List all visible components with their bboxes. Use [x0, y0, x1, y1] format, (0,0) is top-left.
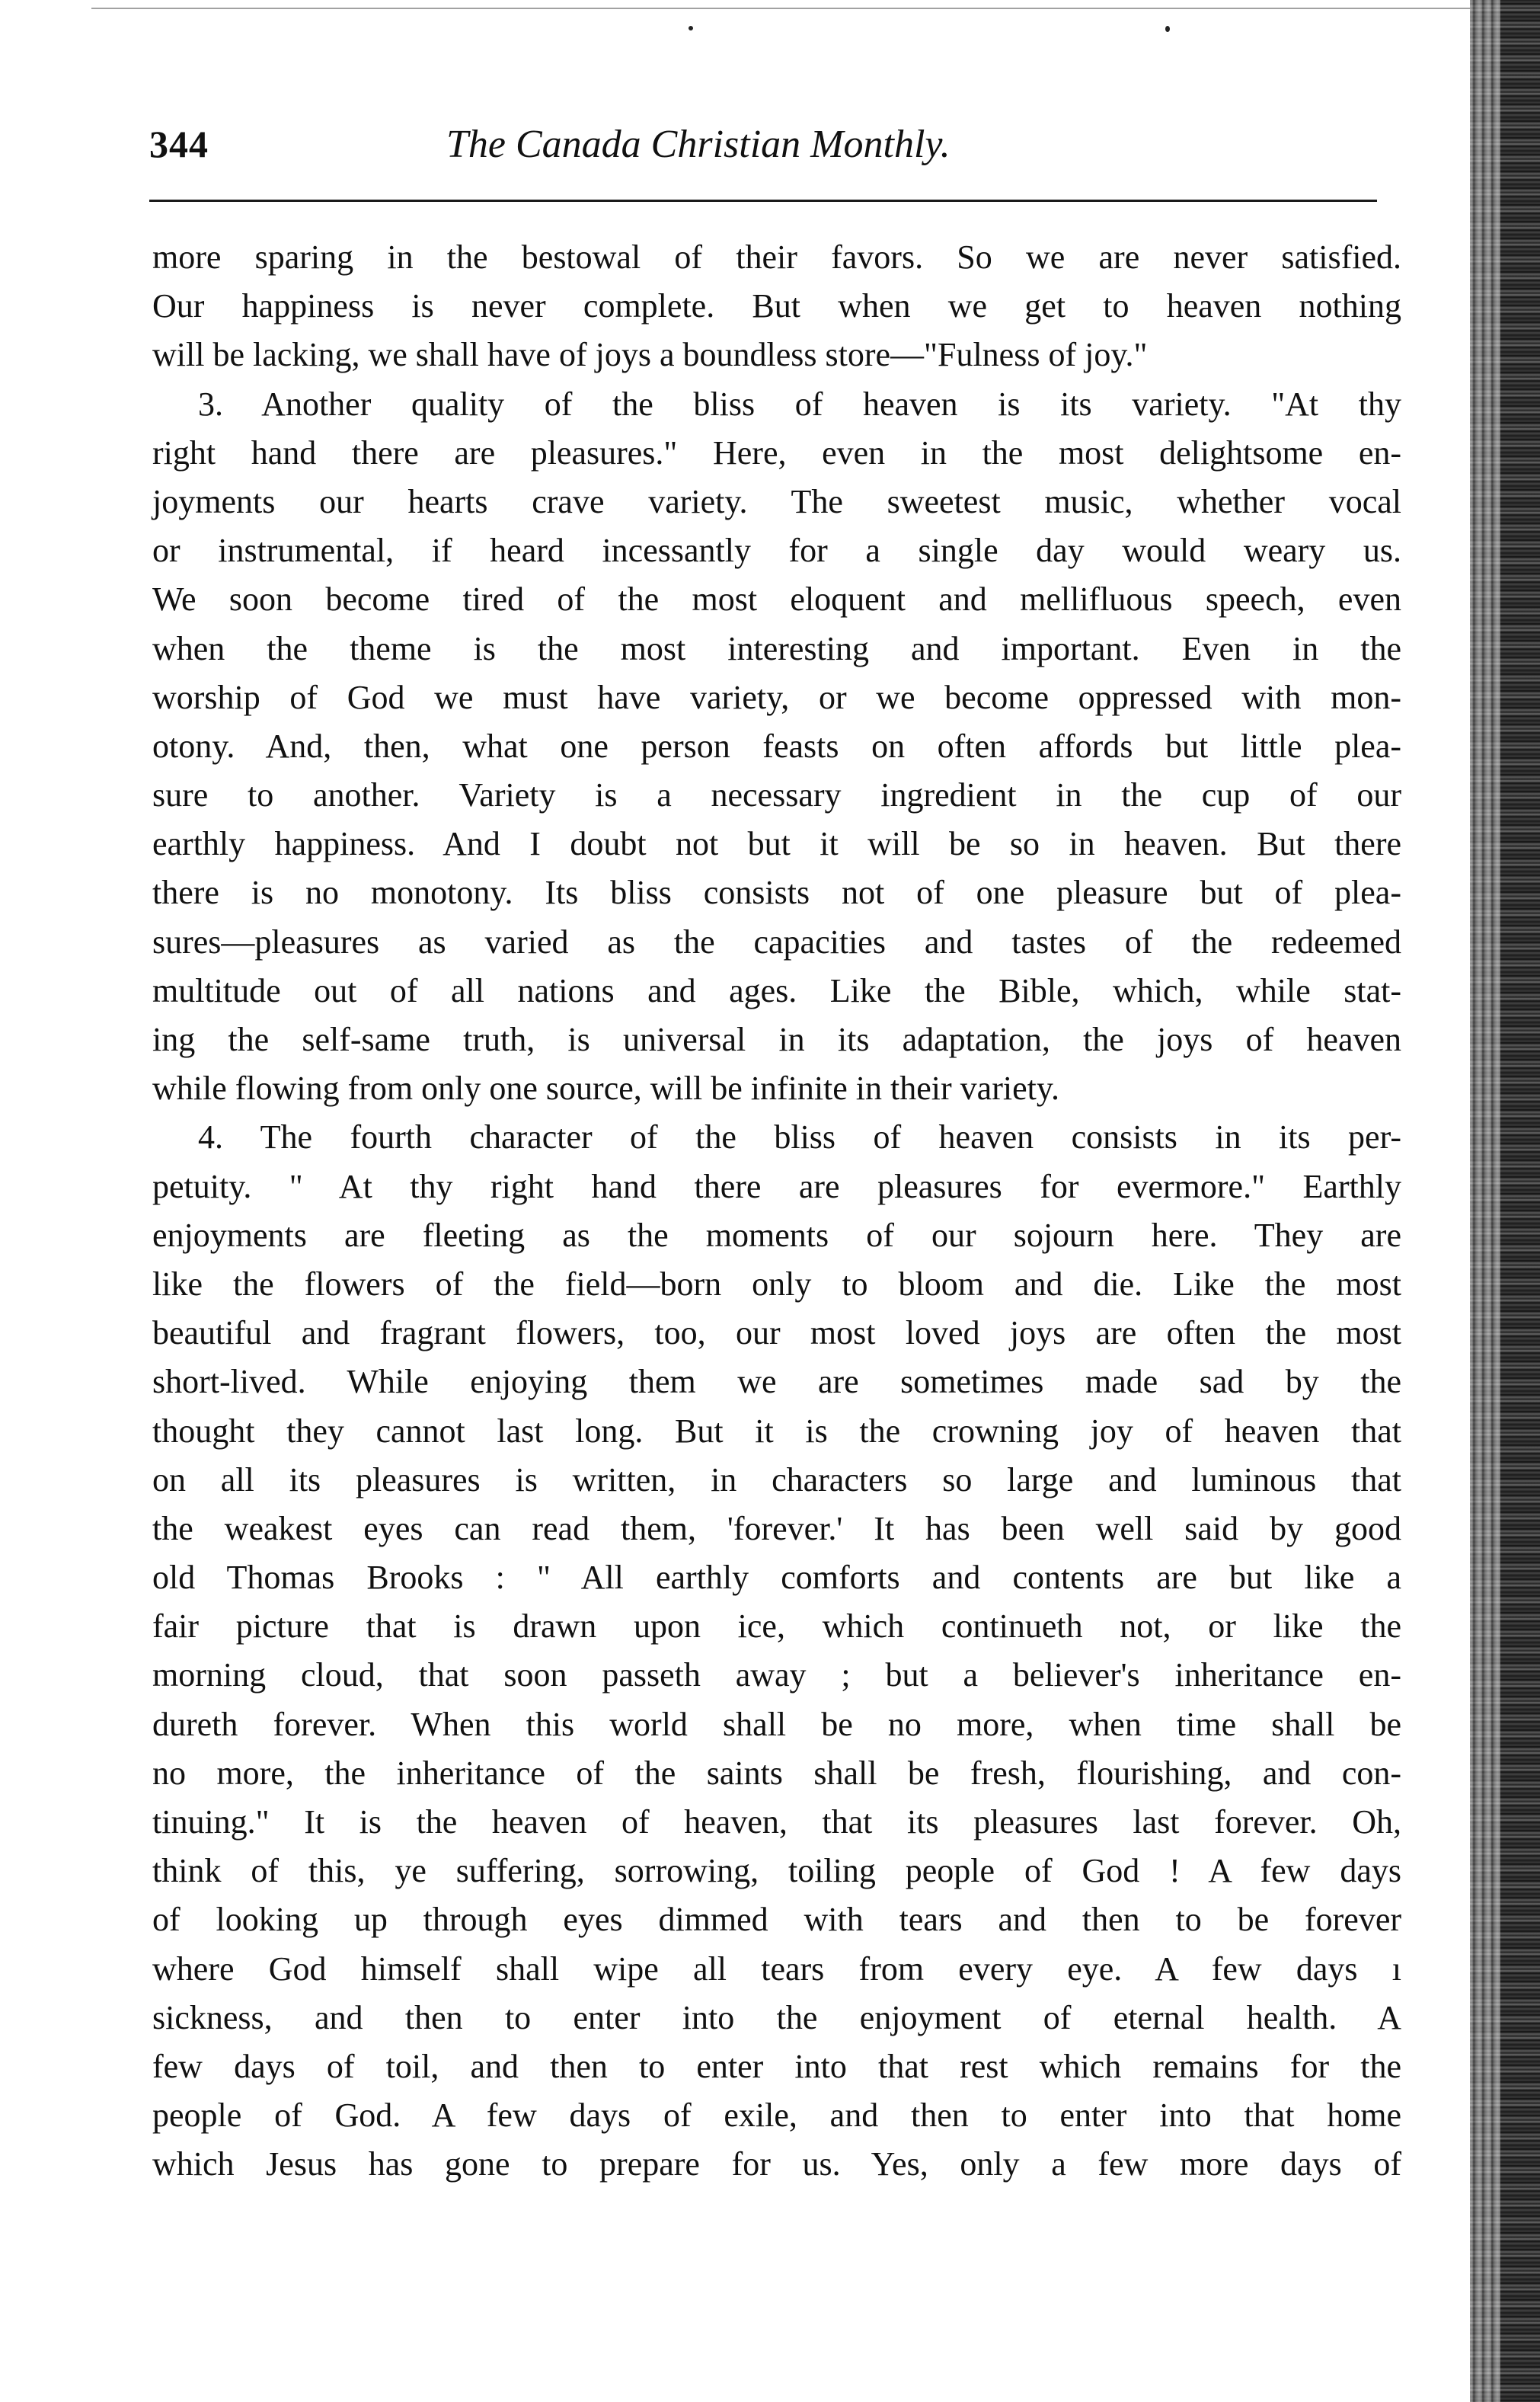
text-line: no more, the inheritance of the saints shall be fresh, flourishing, and con-	[152, 1754, 1401, 1792]
text-line: few days of toil, and then to enter into that rest which remains for the	[152, 2047, 1401, 2085]
text-line: like the flowers of the field—born only to bloom and die. Like the most	[152, 1265, 1401, 1303]
text-line: think of this, ye suffering, sorrowing, toiling people of God ! A few days	[152, 1852, 1401, 1890]
text-line: short-lived. While enjoying them we are sometimes made sad by the	[152, 1363, 1401, 1401]
text-line: sickness, and then to enter into the enjoyment of eternal health. A	[152, 1998, 1401, 2036]
text-line: tinuing." It is the heaven of heaven, that its pleasures last forever. Oh,	[152, 1803, 1401, 1841]
text-line: which Jesus has gone to prepare for us. Yes, only a few more days of	[152, 2145, 1401, 2183]
ink-speck	[1165, 26, 1170, 32]
page-header	[149, 114, 1383, 175]
ink-speck	[689, 26, 693, 30]
text-line: dureth forever. When this world shall be no more, when time shall be	[152, 1705, 1401, 1743]
text-line: 3. Another quality of the bliss of heaven is its variety. "At thy	[198, 385, 1401, 423]
text-line: there is no monotony. Its bliss consists not of one pleasure but of plea-	[152, 874, 1401, 912]
text-line: earthly happiness. And I doubt not but it will be so in heaven. But there	[152, 825, 1401, 863]
page-number: 344	[149, 123, 209, 165]
text-line: will be lacking, we shall have of joys a boundless store—"Fulness of joy."	[152, 336, 1148, 374]
text-line: where God himself shall wipe all tears from every eye. A few days ı	[152, 1949, 1401, 1988]
text-line: more sparing in the bestowal of their favors. So we are never satisfied.	[152, 238, 1401, 276]
header-rule	[149, 200, 1377, 202]
text-line: petuity. " At thy right hand there are pleasures for evermore." Earthly	[152, 1167, 1401, 1205]
text-line: ing the self-same truth, is universal in its adaptation, the joys of heaven	[152, 1021, 1401, 1058]
text-line: 4. The fourth character of the bliss of heaven consists in its per-	[198, 1118, 1401, 1156]
text-line: old Thomas Brooks : " All earthly comforts and contents are but like a	[152, 1559, 1401, 1597]
text-line: or instrumental, if heard incessantly for a single day would weary us.	[152, 532, 1401, 570]
text-line: We soon become tired of the most eloquent and mellifluous speech, even	[152, 581, 1401, 619]
text-line: multitude out of all nations and ages. Like the Bible, which, while stat-	[152, 971, 1401, 1009]
text-line: people of God. A few days of exile, and then to enter into that home	[152, 2097, 1401, 2135]
text-line: the weakest eyes can read them, 'forever.' It has been well said by good	[152, 1509, 1401, 1547]
text-line: otony. And, then, what one person feasts on often affords but little plea-	[152, 727, 1401, 765]
text-line: on all its pleasures is written, in characters so large and luminous that	[152, 1460, 1401, 1498]
text-line: beautiful and fragrant flowers, too, our most loved joys are often the most	[152, 1314, 1401, 1352]
text-line: morning cloud, that soon passeth away ; but a believer's inheritance en-	[152, 1656, 1401, 1694]
text-line: worship of God we must have variety, or we become oppressed with mon-	[152, 678, 1401, 716]
text-line: while flowing from only one source, will be infinite in their variety.	[152, 1070, 1059, 1108]
text-line: Our happiness is never complete. But when we get to heaven nothing	[152, 287, 1401, 325]
text-line: enjoyments are fleeting as the moments of our sojourn here. They are	[152, 1216, 1401, 1254]
running-title: The Canada Christian Monthly.	[446, 123, 951, 166]
text-line: right hand there are pleasures." Here, even in the most delightsome en-	[152, 433, 1401, 472]
text-line: of looking up through eyes dimmed with tears and then to be forever	[152, 1901, 1401, 1939]
text-line: sure to another. Variety is a necessary ingredient in the cup of our	[152, 776, 1401, 814]
book-spine-edge	[1470, 0, 1540, 2402]
text-line: thought they cannot last long. But it is the crowning joy of heaven that	[152, 1412, 1401, 1450]
page-top-edge	[91, 8, 1478, 12]
text-line: fair picture that is drawn upon ice, which continueth not, or like the	[152, 1607, 1401, 1646]
text-line: sures—pleasures as varied as the capacities and tastes of the redeemed	[152, 923, 1401, 961]
body-text	[152, 233, 1401, 2189]
text-line: when the theme is the most interesting and important. Even in the	[152, 629, 1401, 667]
text-line: joyments our hearts crave variety. The sweetest music, whether vocal	[152, 482, 1401, 520]
